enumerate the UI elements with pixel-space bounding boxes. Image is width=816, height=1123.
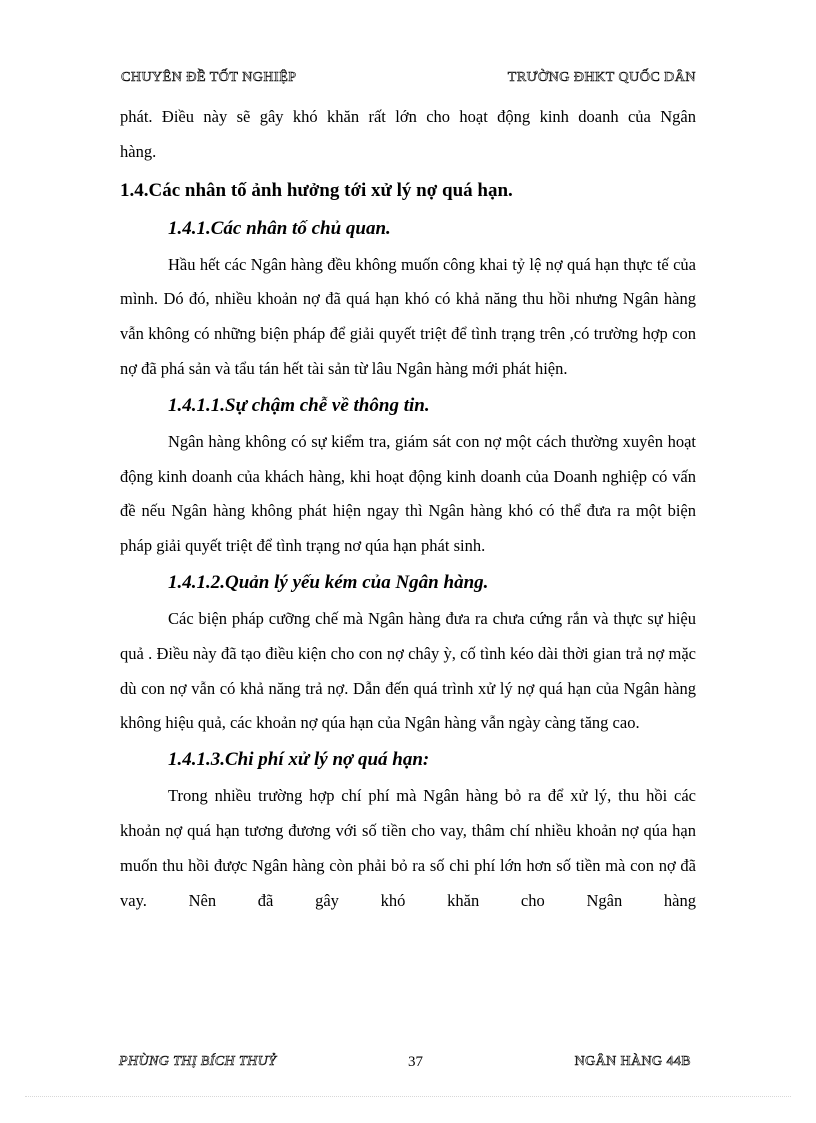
paragraph-continuation — [120, 100, 696, 170]
paragraph-information-delay: Ngân hàng không có sự kiểm tra, giám sát con nợ một cách thường xuyên hoạt động kinh doanh của khách hàng, khi hoạt động kinh doanh của Doanh nghiệp có vấn đề nếu Ngân hàng không phát hiện ngay thì Ngân hàng khó có thể đưa ra một biện pháp giải quyết triệt để tình trạng nơ qúa hạn phát sinh. — [120, 431, 696, 556]
paragraph-processing-cost: Trong nhiều trường hợp chí phí mà Ngân hàng bỏ ra để xử lý, thu hồi các khoản nợ quá hạn tương đương với số tiền cho vay, thâm chí nhiều khoản nợ qúa hạn muốn thu hồi được Ngân hàng còn phải bỏ ra số chi phí lớn hơn số tiền mà con nợ đã vay. Nên đã gây khó khăn cho Ngân hàng — [120, 786, 696, 910]
section-heading-1-4-1: 1.4.1.Các nhân tố chủ quan. — [168, 217, 391, 239]
footer-author: PHÙNG THỊ BÍCH THUỶ — [119, 1054, 277, 1069]
running-header-right: TRƯỜNG ĐHKT QUỐC DÂN — [507, 70, 696, 85]
continuation-line-2: hàng. — [120, 141, 157, 161]
section-heading-1-4-1-1: 1.4.1.1.Sự chậm chễ về thông tin. — [168, 394, 430, 416]
section-heading-1-4: 1.4.Các nhân tố ảnh hưởng tới xử lý nợ quá hạn. — [120, 179, 513, 201]
section-heading-1-4-1-2: 1.4.1.2.Quản lý yếu kém của Ngân hàng. — [168, 571, 489, 593]
running-header-left: CHUYÊN ĐỀ TỐT NGHIỆP — [121, 70, 297, 85]
footer-class: NGÂN HÀNG 44B — [574, 1054, 691, 1069]
paragraph-subjective-factors: Hầu hết các Ngân hàng đều không muốn công khai tỷ lệ nợ quá hạn thực tế của mình. Dó đó, nhiều khoản nợ đã quá hạn khó có khả năng thu hồi nhưng Ngân hàng vẫn không có những biện pháp để giải quyết triệt để tình trạng trên ,có trường hợp con nợ đã phá sản và tẩu tán hết tài sản từ lâu Ngân hàng mới phát hiện. — [120, 254, 696, 378]
page-number: 37 — [408, 1054, 423, 1070]
page-body — [120, 100, 696, 918]
continuation-line-1: phát. Điều này sẽ gây khó khăn rất lớn cho hoạt động kinh doanh của Ngân — [120, 107, 696, 126]
section-heading-1-4-1-3: 1.4.1.3.Chi phí xử lý nợ quá hạn: — [168, 749, 430, 771]
paragraph-weak-management: Các biện pháp cưỡng chế mà Ngân hàng đưa ra chưa cứng rắn và thực sự hiệu quả . Điều này đã tạo điều kiện cho con nợ chây ỳ, cố tình kéo dài thời gian trả nợ mặc dù con nợ vẫn có khả năng trả nợ. Dẫn đến quá trình xử lý nợ quá hạn của Ngân hàng không hiệu quả, các khoản nợ qúa hạn của Ngân hàng vẫn ngày càng tăng cao. — [120, 608, 696, 733]
page-bottom-border — [25, 1096, 791, 1097]
